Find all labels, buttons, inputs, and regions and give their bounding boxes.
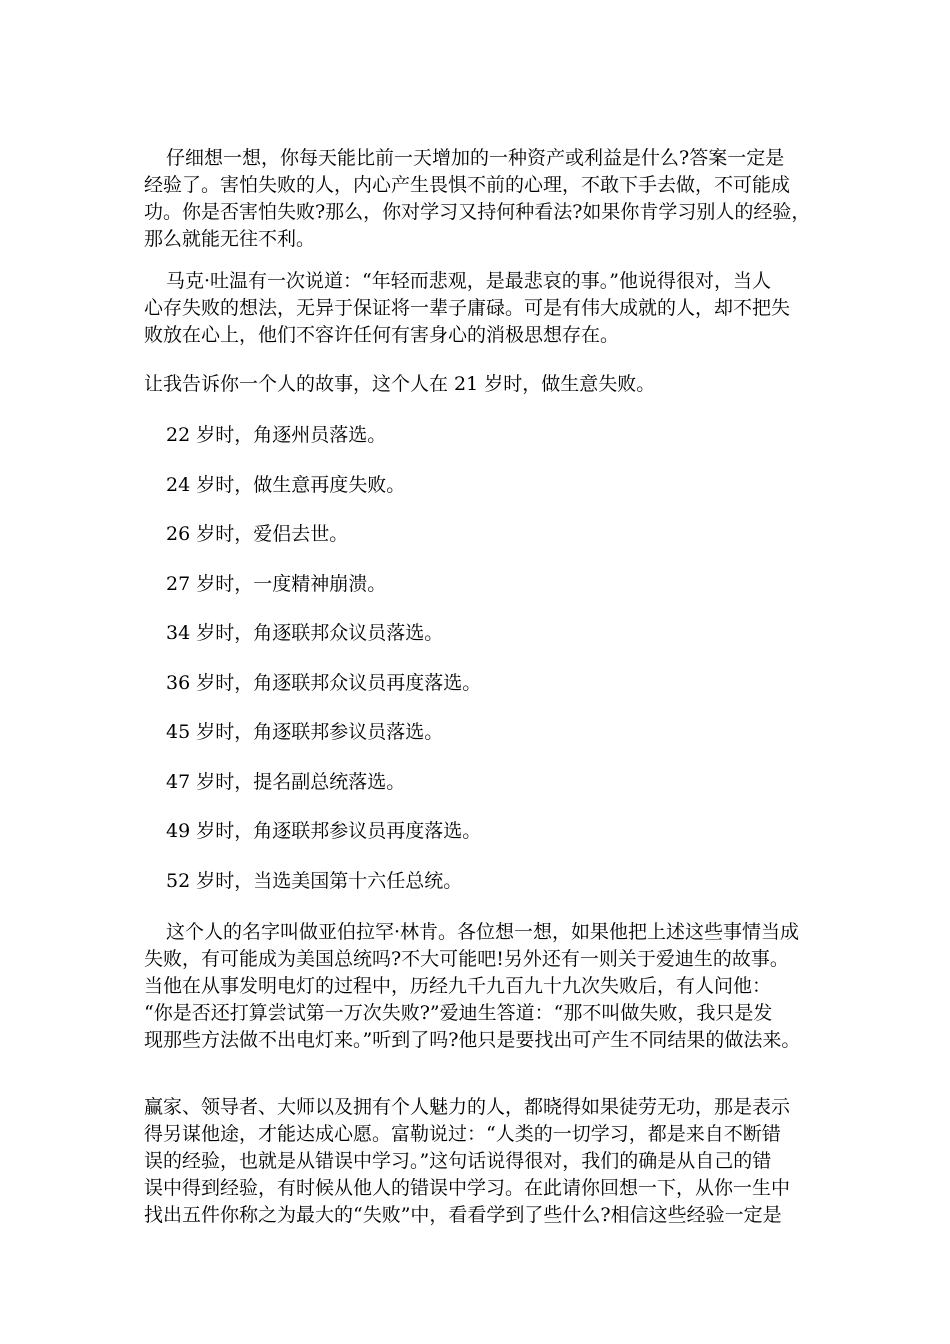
paragraph-4 [144, 919, 844, 1054]
text-line: 得另谋他途，才能达成心愿。富勒说过：“人类的一切学习，都是来自不断错 [144, 1123, 781, 1145]
text-line: 马克·吐温有一次说道：“年轻而悲观，是最悲哀的事。”他说得很对，当人 [166, 270, 771, 292]
text-line: 仔细想一想，你每天能比前一天增加的一种资产或利益是什么?答案一定是 [166, 147, 785, 169]
text-line: 当他在从事发明电灯的过程中，历经九千九百九十九次失败后，有人问他： [144, 975, 772, 997]
text-line: 心存失败的想法，无异于保证将一辈子庸碌。可是有伟大成就的人，却不把失 [144, 297, 791, 319]
text-line: 失败，有可能成为美国总统吗?不大可能吧!另外还有一则关于爱迪生的故事。 [144, 948, 789, 970]
paragraph-2 [144, 268, 824, 349]
text-line: 误中得到经验，有时候从他人的错误中学习。在此请你回想一下，从你一生中 [144, 1177, 791, 1199]
timeline-item: 26 岁时，爱侣去世。 [166, 523, 349, 545]
text-line: 那么就能无往不利。 [144, 228, 316, 250]
text-line: 找出五件你称之为最大的“失败”中，看看学到了些什么?相信这些经验一定是 [144, 1204, 782, 1226]
text-line: 让我告诉你一个人的故事，这个人在 21 岁时，做生意失败。 [144, 373, 656, 395]
timeline-item: 22 岁时，角逐州员落选。 [166, 424, 387, 446]
timeline-item: 36 岁时，角逐联邦众议员再度落选。 [166, 672, 482, 694]
text-line: “你是否还打算尝试第一万次失败?”爱迪生答道：“那不叫做失败，我只是发 [144, 1002, 773, 1024]
text-line: 这个人的名字叫做亚伯拉罕·林肯。各位想一想，如果他把上述这些事情当成 [166, 921, 800, 943]
timeline-item: 45 岁时，角逐联邦参议员落选。 [166, 721, 444, 743]
timeline-item: 49 岁时，角逐联邦参议员再度落选。 [166, 820, 482, 842]
text-line: 经验了。害怕失败的人，内心产生畏惧不前的心理，不敢下手去做，不可能成 [144, 174, 791, 196]
paragraph-5 [144, 1094, 824, 1229]
text-line: 误的经验，也就是从错误中学习。”这句话说得很对，我们的确是从自己的错 [144, 1150, 772, 1172]
timeline-item: 24 岁时，做生意再度失败。 [166, 474, 406, 496]
text-line: 功。你是否害怕失败?那么，你对学习又持何种看法?如果你肯学习别人的经验， [144, 201, 811, 223]
text-line: 赢家、领导者、大师以及拥有个人魅力的人，都晓得如果徒劳无功，那是表示 [144, 1096, 791, 1118]
paragraph-3 [144, 371, 824, 398]
text-line: 现那些方法做不出电灯来。”听到了吗?他只是要找出可产生不同结果的做法来。 [144, 1029, 801, 1051]
timeline-item: 34 岁时，角逐联邦众议员落选。 [166, 622, 444, 644]
timeline-item: 27 岁时，一度精神崩溃。 [166, 573, 387, 595]
timeline-item: 47 岁时，提名副总统落选。 [166, 771, 406, 793]
text-line: 败放在心上，他们不容许任何有害身心的消极思想存在。 [144, 324, 620, 346]
timeline-item: 52 岁时，当选美国第十六任总统。 [166, 870, 463, 892]
paragraph-1 [144, 145, 824, 253]
